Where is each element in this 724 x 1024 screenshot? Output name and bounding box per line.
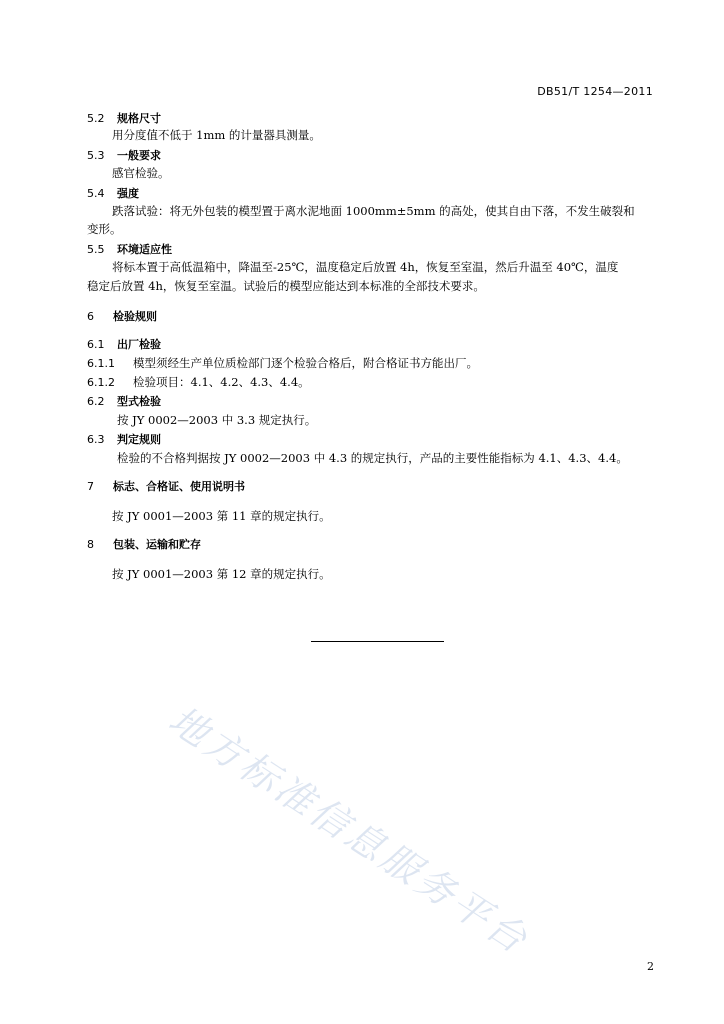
heading-6-1	[87, 336, 161, 352]
section-number: 6.2	[87, 395, 105, 408]
section-title: 判定规则	[117, 433, 161, 446]
section-number: 5.2	[87, 112, 105, 125]
paragraph-5-2: 用分度值不低于 1mm 的计量器具测量。	[112, 128, 321, 142]
chapter-title: 包装、运输和贮存	[113, 538, 201, 551]
paragraph-5-4-line-1: 跌落试验：将无外包装的模型置于离水泥地面 1000mm±5mm 的高处，使其自由下落，不发生破裂和	[112, 204, 635, 218]
paragraph-5-3: 感官检验。	[112, 166, 170, 180]
section-title: 一般要求	[117, 149, 161, 162]
section-number: 5.5	[87, 243, 105, 256]
clause-text: 检验项目：4.1、4.2、4.3、4.4。	[133, 375, 310, 389]
heading-7	[87, 478, 245, 494]
end-of-document-rule	[311, 641, 444, 642]
section-number: 6.3	[87, 433, 105, 446]
heading-5-5	[87, 241, 172, 257]
heading-6	[87, 308, 157, 324]
section-number: 5.4	[87, 187, 105, 200]
clause-number: 6.1.1	[87, 357, 115, 370]
chapter-title: 检验规则	[113, 310, 157, 323]
chapter-number: 7	[87, 480, 94, 493]
section-title: 规格尺寸	[117, 112, 161, 125]
page-number: 2	[647, 960, 654, 973]
heading-5-4	[87, 185, 139, 201]
watermark: 地方标准信息服务平台	[161, 697, 538, 964]
heading-6-2	[87, 393, 161, 409]
paragraph-5-4-line-2: 变形。	[87, 222, 122, 236]
chapter-number: 6	[87, 310, 94, 323]
section-title: 型式检验	[117, 395, 161, 408]
section-number: 6.1	[87, 338, 105, 351]
section-number: 5.3	[87, 149, 105, 162]
chapter-number: 8	[87, 538, 94, 551]
paragraph-7: 按 JY 0001—2003 第 11 章的规定执行。	[112, 509, 331, 523]
heading-6-3	[87, 431, 161, 447]
paragraph-6-3: 检验的不合格判据按 JY 0002—2003 中 4.3 的规定执行，产品的主要性能指标为 4.1、4.3、4.4。	[117, 451, 628, 465]
section-title: 环境适应性	[117, 243, 172, 256]
heading-8	[87, 536, 201, 552]
paragraph-6-2: 按 JY 0002—2003 中 3.3 规定执行。	[117, 413, 317, 427]
chapter-title: 标志、合格证、使用说明书	[113, 480, 245, 493]
paragraph-8: 按 JY 0001—2003 第 12 章的规定执行。	[112, 567, 331, 581]
heading-5-2	[87, 110, 161, 126]
clause-6-1-2	[87, 374, 310, 390]
clause-text: 模型须经生产单位质检部门逐个检验合格后，附合格证书方能出厂。	[133, 356, 478, 370]
section-title: 强度	[117, 187, 139, 200]
document-id: DB51/T 1254—2011	[537, 85, 653, 98]
paragraph-5-5-line-2: 稳定后放置 4h，恢复至室温。试验后的模型应能达到本标准的全部技术要求。	[87, 279, 485, 293]
heading-5-3	[87, 147, 161, 163]
paragraph-5-5-line-1: 将标本置于高低温箱中，降温至-25℃，温度稳定后放置 4h，恢复至室温，然后升温至 40℃，温度	[112, 260, 619, 274]
clause-6-1-1	[87, 355, 478, 371]
section-title: 出厂检验	[117, 338, 161, 351]
clause-number: 6.1.2	[87, 376, 115, 389]
